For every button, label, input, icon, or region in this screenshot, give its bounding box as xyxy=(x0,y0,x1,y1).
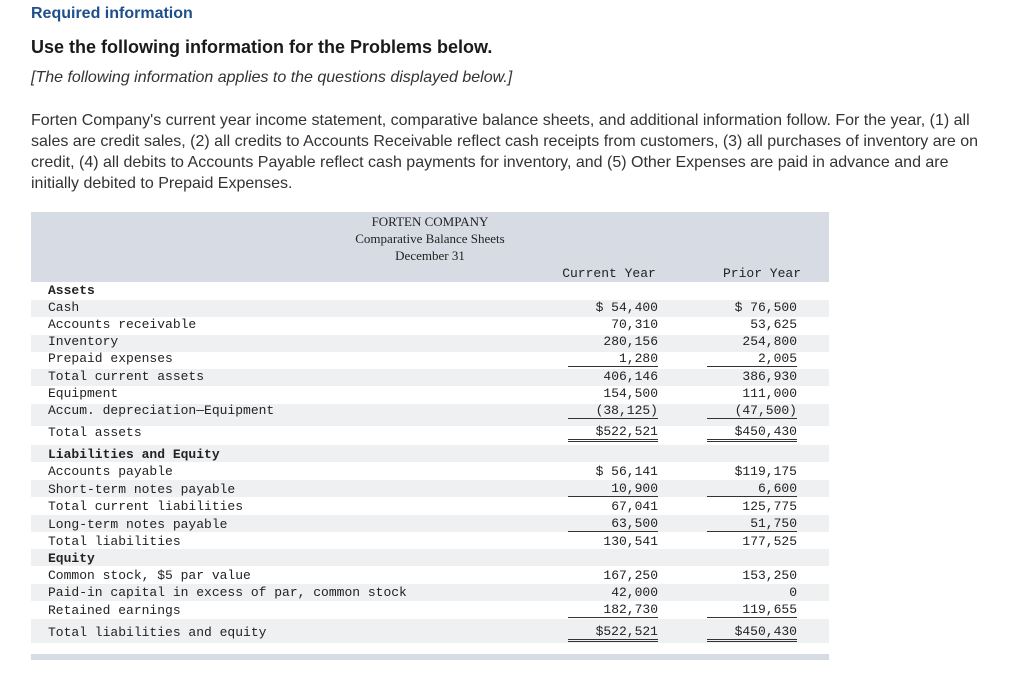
balance-sheet-table xyxy=(31,212,829,660)
required-information-heading: Required information xyxy=(31,5,193,22)
paid-in-capital-prior: 0 xyxy=(789,585,797,600)
instructions-heading: Use the following information for the Problems below. xyxy=(31,37,493,57)
row-label-prepaid-expenses: Prepaid expenses xyxy=(48,351,173,366)
row-label-long-term-notes: Long-term notes payable xyxy=(48,517,228,532)
statement-date: December 31 xyxy=(395,248,465,263)
row-label-accounts-payable: Accounts payable xyxy=(48,464,173,479)
long-term-notes-current: 63,500 xyxy=(568,516,658,532)
paid-in-capital-current: 42,000 xyxy=(611,585,658,600)
applies-note: [The following information applies to the questions displayed below.] xyxy=(31,69,513,86)
column-header-prior-year: Prior Year xyxy=(722,266,801,281)
retained-earnings-prior: 119,655 xyxy=(707,602,797,618)
accounts-receivable-current: 70,310 xyxy=(611,317,658,332)
row-label-retained-earnings: Retained earnings xyxy=(48,603,181,618)
equipment-current: 154,500 xyxy=(603,386,658,401)
common-stock-prior: 153,250 xyxy=(742,568,797,583)
problem-intro-text: Forten Company's current year income statement, comparative balance sheets, and additional information follow. For the year, (1) all sales are credit sales, (2) all credits to Accounts Receivable reflect cash receipts from customers, (3) all purchases of inventory are on credit, (4) all debits to Accounts Payable reflect cash payments for inventory, and (5) Other Expenses are paid in advance and are initially debited to Prepaid Expenses. xyxy=(31,112,979,192)
row-label-total-assets: Total assets xyxy=(48,425,142,440)
long-term-notes-prior: 51,750 xyxy=(707,516,797,532)
row-label-accum-depreciation: Accum. depreciation—Equipment xyxy=(48,403,275,418)
row-label-equipment: Equipment xyxy=(48,386,119,401)
prepaid-expenses-prior: 2,005 xyxy=(707,351,797,367)
company-name: FORTEN COMPANY xyxy=(371,214,489,229)
retained-earnings-current: 182,730 xyxy=(568,602,658,618)
column-header-current-year: Current Year xyxy=(562,266,656,281)
prepaid-expenses-current: 1,280 xyxy=(568,351,658,367)
total-liabilities-current: 130,541 xyxy=(603,534,658,549)
cash-current: $ 54,400 xyxy=(595,300,658,315)
row-label-total-current-assets: Total current assets xyxy=(48,369,205,384)
row-label-common-stock: Common stock, $5 par value xyxy=(48,568,251,583)
row-label-total-current-liabilities: Total current liabilities xyxy=(48,499,244,514)
common-stock-current: 167,250 xyxy=(603,568,658,583)
inventory-prior: 254,800 xyxy=(742,334,797,349)
accounts-payable-prior: $119,175 xyxy=(734,464,797,479)
accounts-receivable-prior: 53,625 xyxy=(750,317,797,332)
row-label-cash: Cash xyxy=(48,300,80,315)
section-equity: Equity xyxy=(48,551,95,566)
short-term-notes-current: 10,900 xyxy=(568,481,658,497)
total-current-assets-current: 406,146 xyxy=(603,369,658,384)
inventory-current: 280,156 xyxy=(603,334,658,349)
row-label-total-liabilities-and-equity: Total liabilities and equity xyxy=(48,625,267,640)
total-current-liabilities-prior: 125,775 xyxy=(742,499,797,514)
short-term-notes-prior: 6,600 xyxy=(707,481,797,497)
row-label-paid-in-capital: Paid-in capital in excess of par, common stock xyxy=(48,585,407,600)
total-current-assets-prior: 386,930 xyxy=(742,369,797,384)
table-bottom-bar xyxy=(31,654,829,660)
total-assets-prior: $450,430 xyxy=(707,424,797,442)
total-liabilities-prior: 177,525 xyxy=(742,534,797,549)
row-label-total-liabilities: Total liabilities xyxy=(48,534,181,549)
section-liabilities-and-equity: Liabilities and Equity xyxy=(48,447,220,462)
accum-depreciation-current: (38,125) xyxy=(568,403,658,419)
total-liabilities-and-equity-prior: $450,430 xyxy=(707,624,797,642)
accounts-payable-current: $ 56,141 xyxy=(595,464,658,479)
equipment-prior: 111,000 xyxy=(742,386,797,401)
total-current-liabilities-current: 67,041 xyxy=(611,499,658,514)
cash-prior: $ 76,500 xyxy=(734,300,797,315)
statement-title: Comparative Balance Sheets xyxy=(355,231,505,246)
total-assets-current: $522,521 xyxy=(568,424,658,442)
accum-depreciation-prior: (47,500) xyxy=(707,403,797,419)
section-assets: Assets xyxy=(48,283,95,298)
row-label-inventory: Inventory xyxy=(48,334,119,349)
row-label-accounts-receivable: Accounts receivable xyxy=(48,317,197,332)
total-liabilities-and-equity-current: $522,521 xyxy=(568,624,658,642)
row-label-short-term-notes: Short-term notes payable xyxy=(48,482,236,497)
